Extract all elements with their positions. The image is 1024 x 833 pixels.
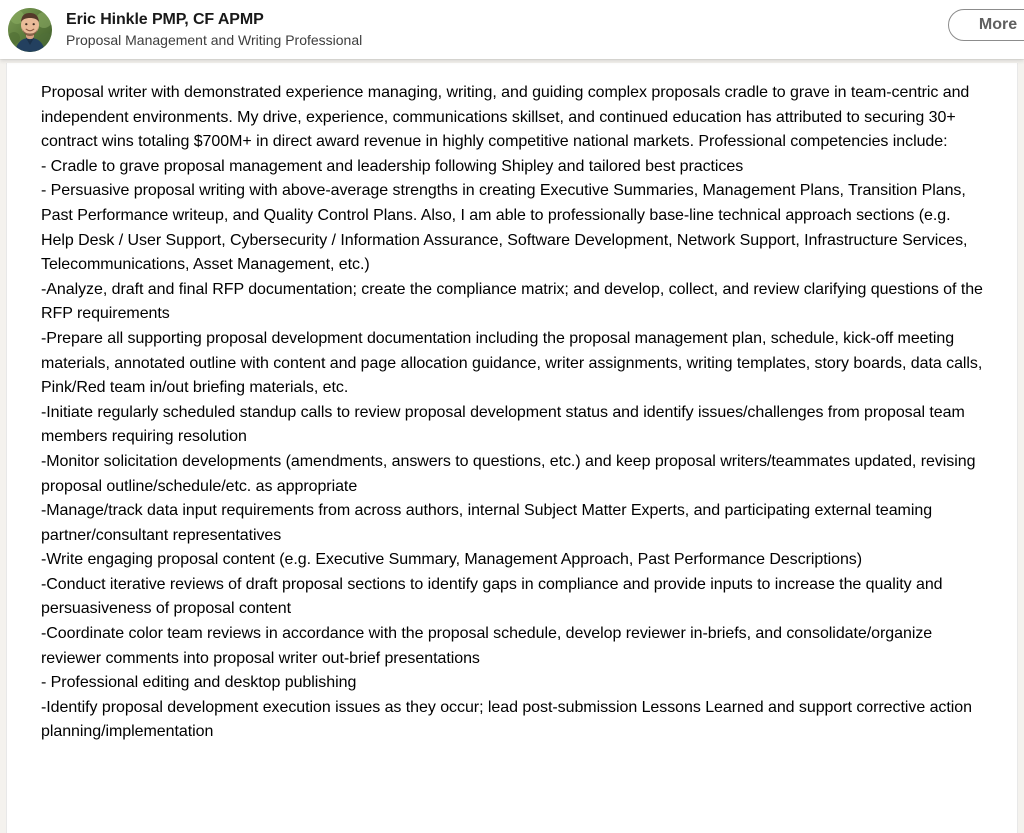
about-paragraph: -Manage/track data input requirements from across authors, internal Subject Matter Experts, and participating external teaming partner/consultant representatives <box>41 502 937 544</box>
identity-block <box>66 9 1024 50</box>
profile-header-bar <box>0 0 1024 59</box>
about-paragraph: -Prepare all supporting proposal development documentation including the proposal management plan, schedule, kick-off meeting materials, annotated outline with content and page allocation guidance, writer assignments, writing templates, story boards, data calls, Pink/Red team in/out briefing materials, etc. <box>41 329 987 397</box>
about-paragraph: - Professional editing and desktop publishing <box>41 674 357 692</box>
about-paragraph: -Coordinate color team reviews in accordance with the proposal schedule, develop reviewer in-briefs, and consolidate/organize reviewer comments into proposal writer out-brief presentations <box>41 625 937 667</box>
profile-photo-icon <box>8 8 52 52</box>
about-paragraph: -Analyze, draft and final RFP documentation; create the compliance matrix; and develop, collect, and review clarifying questions of the RFP requirements <box>41 280 988 323</box>
profile-name: Eric Hinkle PMP, CF APMP <box>66 10 264 28</box>
about-paragraph: Proposal writer with demonstrated experience managing, writing, and guiding complex proposals cradle to grave in team-centric and independent environments. My drive, experience, communications skillset, and continued education has attributed to securing 30+ contract wins totaling $700M+ in direct award revenue in highly competitive national markets. Professional competencies include: <box>41 84 974 151</box>
avatar[interactable] <box>8 8 52 52</box>
header-actions <box>948 9 1024 41</box>
about-card <box>6 63 1018 833</box>
about-paragraph: -Write engaging proposal content (e.g. Executive Summary, Management Approach, Past Performance Descriptions) <box>41 551 863 569</box>
more-button[interactable]: More <box>948 9 1024 41</box>
about-paragraph: - Persuasive proposal writing with above-average strengths in creating Executive Summaries, Management Plans, Transition Plans, Past Performance writeup, and Quality Control Plans. Also, I am able to professionally base-line technical approach sections (e.g. Help Desk / User Support, Cybersecurity / Information Assurance, Software Development, Network Support, Infrastructure Services, Telecommunications, Asset Management, etc.) <box>41 182 972 274</box>
about-paragraph: - Cradle to grave proposal management and leadership following Shipley and tailored best practices <box>41 157 744 175</box>
about-paragraph: -Initiate regularly scheduled standup calls to review proposal development status and identify issues/challenges from proposal team members requiring resolution <box>41 403 970 446</box>
about-paragraph: -Monitor solicitation developments (amendments, answers to questions, etc.) and keep proposal writers/teammates updated, revising proposal outline/schedule/etc. as appropriate <box>41 452 980 495</box>
profile-headline: Proposal Management and Writing Professional <box>66 31 363 48</box>
about-paragraph: -Conduct iterative reviews of draft proposal sections to identify gaps in compliance and provide inputs to increase the quality and persuasiveness of proposal content <box>41 575 947 618</box>
about-text <box>41 81 988 745</box>
about-paragraph: -Identify proposal development execution issues as they occur; lead post-submission Lessons Learned and support corrective action planning/implementation <box>41 698 977 741</box>
content-scroll-area[interactable] <box>0 59 1024 833</box>
